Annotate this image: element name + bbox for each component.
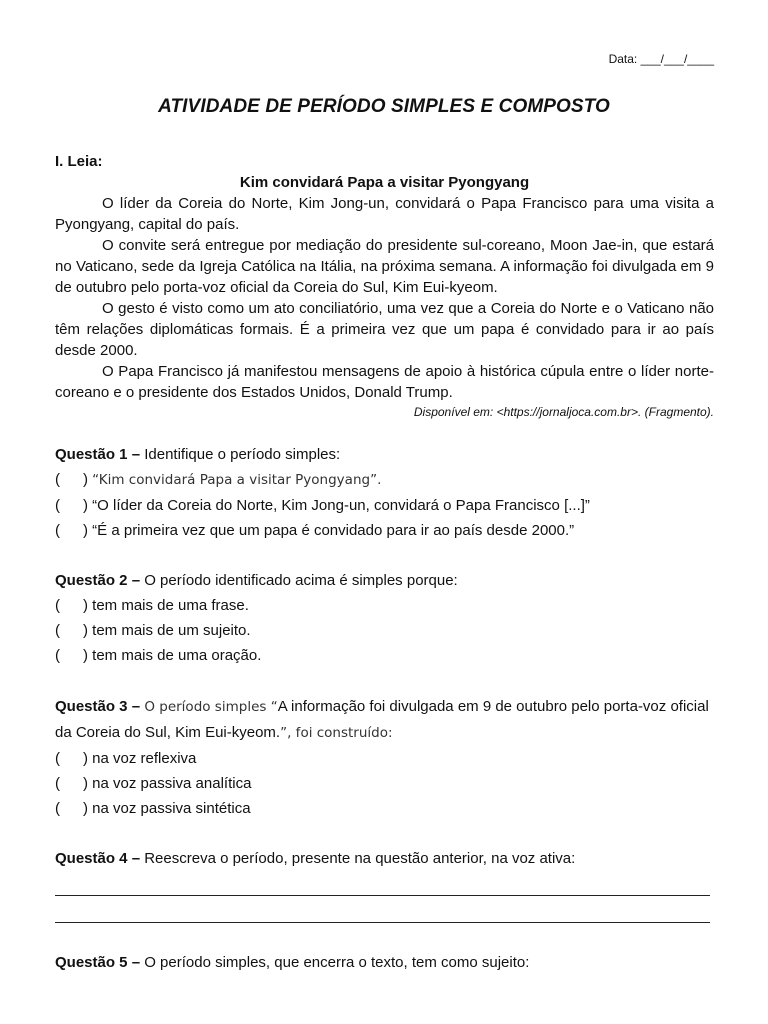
- checkbox-paren[interactable]: (: [55, 597, 60, 614]
- question-4-header: [55, 847, 714, 871]
- question-3-option-2[interactable]: [55, 771, 714, 796]
- question-2-option-3[interactable]: [55, 643, 714, 668]
- question-1-label: Questão 1 –: [55, 446, 141, 463]
- question-2-label: Questão 2 –: [55, 572, 141, 589]
- checkbox-paren[interactable]: (: [55, 775, 60, 792]
- question-2: [55, 569, 714, 668]
- question-2-option-2[interactable]: [55, 618, 714, 643]
- article-paragraph: O Papa Francisco já manifestou mensagens de apoio à histórica cúpula entre o líder norte-coreano e o presidente dos Estados Unidos, Donald Trump.: [55, 363, 714, 401]
- page-title: ATIVIDADE DE PERÍODO SIMPLES E COMPOSTO: [158, 96, 610, 117]
- question-3-prompt-end: ”, foi construído:: [280, 725, 393, 741]
- option-text: ) tem mais de uma oração.: [83, 647, 262, 664]
- option-text: “O líder da Coreia do Norte, Kim Jong-un, convidará o Papa Francisco [...]”: [92, 497, 590, 514]
- option-text: ) tem mais de um sujeito.: [83, 622, 251, 639]
- option-text: ) na voz reflexiva: [83, 750, 197, 767]
- checkbox-paren[interactable]: (: [55, 750, 60, 767]
- article-title: Kim convidará Papa a visitar Pyongyang: [239, 174, 530, 191]
- article-paragraph: O gesto é visto como um ato conciliatório, uma vez que a Coreia do Norte e o Vaticano não têm relações diplomáticas formais. É a primeira vez que um papa é convidado para ir ao país desde 2000.: [55, 300, 714, 359]
- question-3-option-1[interactable]: [55, 746, 714, 771]
- option-text: “É a primeira vez que um papa é convidado para ir ao país desde 2000.”: [92, 522, 575, 539]
- question-3: [55, 694, 714, 821]
- option-text: ) na voz passiva analítica: [83, 775, 252, 792]
- question-5: [55, 951, 714, 975]
- question-5-label: Questão 5 –: [55, 954, 141, 971]
- question-1-option-2[interactable]: ( ) “O líder da Coreia do Norte, Kim Jong-un, convidará o Papa Francisco [...]”: [55, 493, 714, 518]
- question-4-prompt: Reescreva o período, presente na questão anterior, na voz ativa:: [140, 850, 576, 867]
- question-5-header: [55, 951, 714, 975]
- question-3-option-3[interactable]: [55, 796, 714, 821]
- checkbox-paren[interactable]: (: [55, 497, 60, 514]
- date-field: Data: ___/___/____: [608, 52, 714, 66]
- question-3-quoted-period: A informação foi divulgada em 9 de outubro pelo porta-voz oficial da Coreia do Sul, Kim Eui-kyeom.: [55, 698, 709, 741]
- checkbox-paren[interactable]: (: [55, 471, 60, 488]
- checkbox-paren[interactable]: (: [55, 622, 60, 639]
- answer-line[interactable]: [55, 873, 710, 896]
- option-text: ) na voz passiva sintética: [83, 800, 251, 817]
- question-3-prompt-start: O período simples “: [140, 699, 278, 715]
- question-1-prompt: Identifique o período simples:: [140, 446, 341, 463]
- question-1: [55, 443, 714, 543]
- section-label: I. Leia:: [55, 153, 103, 170]
- answer-line[interactable]: [55, 900, 710, 923]
- question-4-label: Questão 4 –: [55, 850, 141, 867]
- option-text: “Kim convidará Papa a visitar Pyongyang”.: [92, 472, 382, 488]
- question-2-option-1[interactable]: [55, 593, 714, 618]
- worksheet-body: [55, 151, 714, 975]
- article-source: Disponível em: <https://jornaljoca.com.br>. (Fragmento).: [413, 405, 714, 419]
- question-1-header: [55, 443, 714, 467]
- checkbox-paren[interactable]: (: [55, 522, 60, 539]
- question-1-option-1[interactable]: ( ) “Kim convidará Papa a visitar Pyongyang”.: [55, 467, 714, 493]
- question-3-header: [55, 694, 714, 746]
- article-paragraph: O convite será entregue por mediação do presidente sul-coreano, Moon Jae-in, que estará no Vaticano, sede da Igreja Católica na Itália, na próxima semana. A informação foi divulgada em 9 de outubro pelo porta-voz oficial da Coreia do Sul, Kim Eui-kyeom.: [55, 237, 714, 296]
- question-4: [55, 847, 714, 923]
- checkbox-paren[interactable]: (: [55, 800, 60, 817]
- question-2-prompt: O período identificado acima é simples porque:: [140, 572, 458, 589]
- question-1-option-3[interactable]: ( ) “É a primeira vez que um papa é convidado para ir ao país desde 2000.”: [55, 518, 714, 543]
- question-5-prompt: O período simples, que encerra o texto, tem como sujeito:: [140, 954, 530, 971]
- question-3-label: Questão 3 –: [55, 698, 141, 715]
- checkbox-paren[interactable]: (: [55, 647, 60, 664]
- question-2-header: [55, 569, 714, 593]
- article-paragraph: O líder da Coreia do Norte, Kim Jong-un, convidará o Papa Francisco para uma visita a Pyongyang, capital do país.: [55, 195, 714, 233]
- option-text: ) tem mais de uma frase.: [83, 597, 249, 614]
